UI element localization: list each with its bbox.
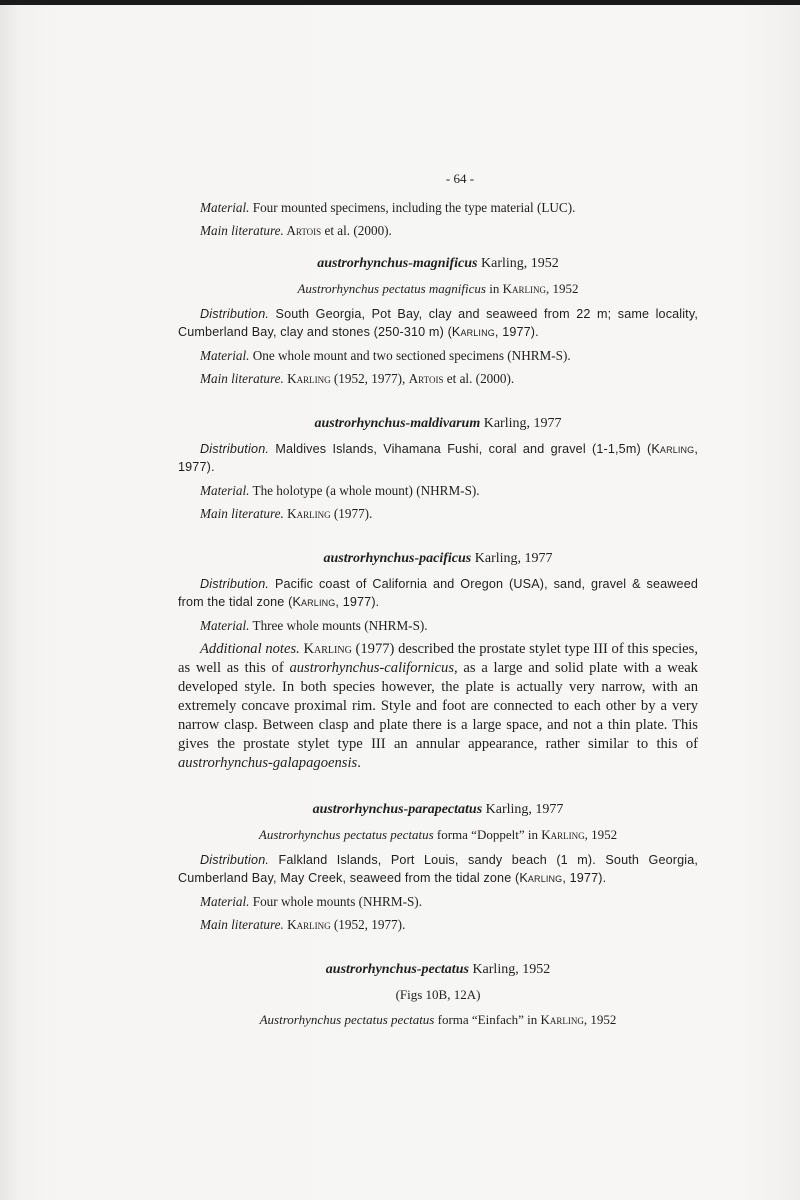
species-heading: austrorhynchus-pacificus Karling, 1977 bbox=[323, 551, 553, 566]
distribution-entry: Distribution. Pacific coast of California and Oregon (USA), sand, gravel & seaweed from the tidal zone (Karling, 1977). bbox=[178, 577, 698, 609]
text-column bbox=[178, 170, 698, 1036]
material-entry: Material. Four mounted specimens, including the type material (LUC). bbox=[200, 200, 576, 215]
figure-reference: (Figs 10B, 12A) bbox=[395, 987, 481, 1002]
literature-entry: Main literature. Karling (1977). bbox=[200, 506, 373, 521]
material-entry: Material. The holotype (a whole mount) (NHRM-S). bbox=[200, 483, 480, 498]
material-entry: Material. One whole mount and two sectioned specimens (NHRM-S). bbox=[200, 348, 571, 363]
page-number: - 64 - bbox=[445, 171, 475, 186]
material-entry: Material. Three whole mounts (NHRM-S). bbox=[200, 618, 428, 633]
species-heading: austrorhynchus-pectatus Karling, 1952 bbox=[325, 962, 551, 977]
distribution-entry: Distribution. South Georgia, Pot Bay, clay and seaweed from 22 m; same locality, Cumberland Bay, clay and stones (250-310 m) (Karling, 1977). bbox=[178, 307, 698, 339]
literature-entry: Main literature. Karling (1952, 1977). bbox=[200, 917, 406, 932]
synonym-line: Austrorhynchus pectatus pectatus forma “Einfach” in Karling, 1952 bbox=[259, 1012, 617, 1027]
material-entry: Material. Four whole mounts (NHRM-S). bbox=[200, 894, 422, 909]
species-heading: austrorhynchus-parapectatus Karling, 1977 bbox=[312, 802, 564, 817]
synonym-line: Austrorhynchus pectatus pectatus forma “Doppelt” in Karling, 1952 bbox=[258, 827, 618, 842]
species-heading: austrorhynchus-maldivarum Karling, 1977 bbox=[314, 416, 562, 431]
scan-edge bbox=[0, 0, 800, 5]
synonym-line: Austrorhynchus pectatus magnificus in Karling, 1952 bbox=[297, 281, 579, 296]
distribution-entry: Distribution. Falkland Islands, Port Louis, sandy beach (1 m). South Georgia, Cumberland Bay, May Creek, seaweed from the tidal zone (Karling, 1977). bbox=[178, 853, 698, 885]
distribution-entry: Distribution. Maldives Islands, Vihamana Fushi, coral and gravel (1-1,5m) (Karling, 1977). bbox=[178, 442, 698, 474]
literature-entry: Main literature. Artois et al. (2000). bbox=[200, 223, 392, 238]
literature-entry: Main literature. Karling (1952, 1977), Artois et al. (2000). bbox=[200, 371, 515, 386]
species-heading: austrorhynchus-magnificus Karling, 1952 bbox=[317, 256, 559, 271]
additional-notes: Additional notes. Karling (1977) described the prostate stylet type III of this species, as well as this of austrorhynchus-californicus, as a large and solid plate with a weak developed style. In both species however, the plate is actually very narrow, with an extremely concave proximal rim. Style and foot are connected to each other by a very narrow clasp. Between clasp and plate there is a large space, and not a thin plate. This gives the prostate stylet type III an annular appearance, rather similar to this of austrorhynchus-galapagoensis. bbox=[178, 641, 698, 771]
